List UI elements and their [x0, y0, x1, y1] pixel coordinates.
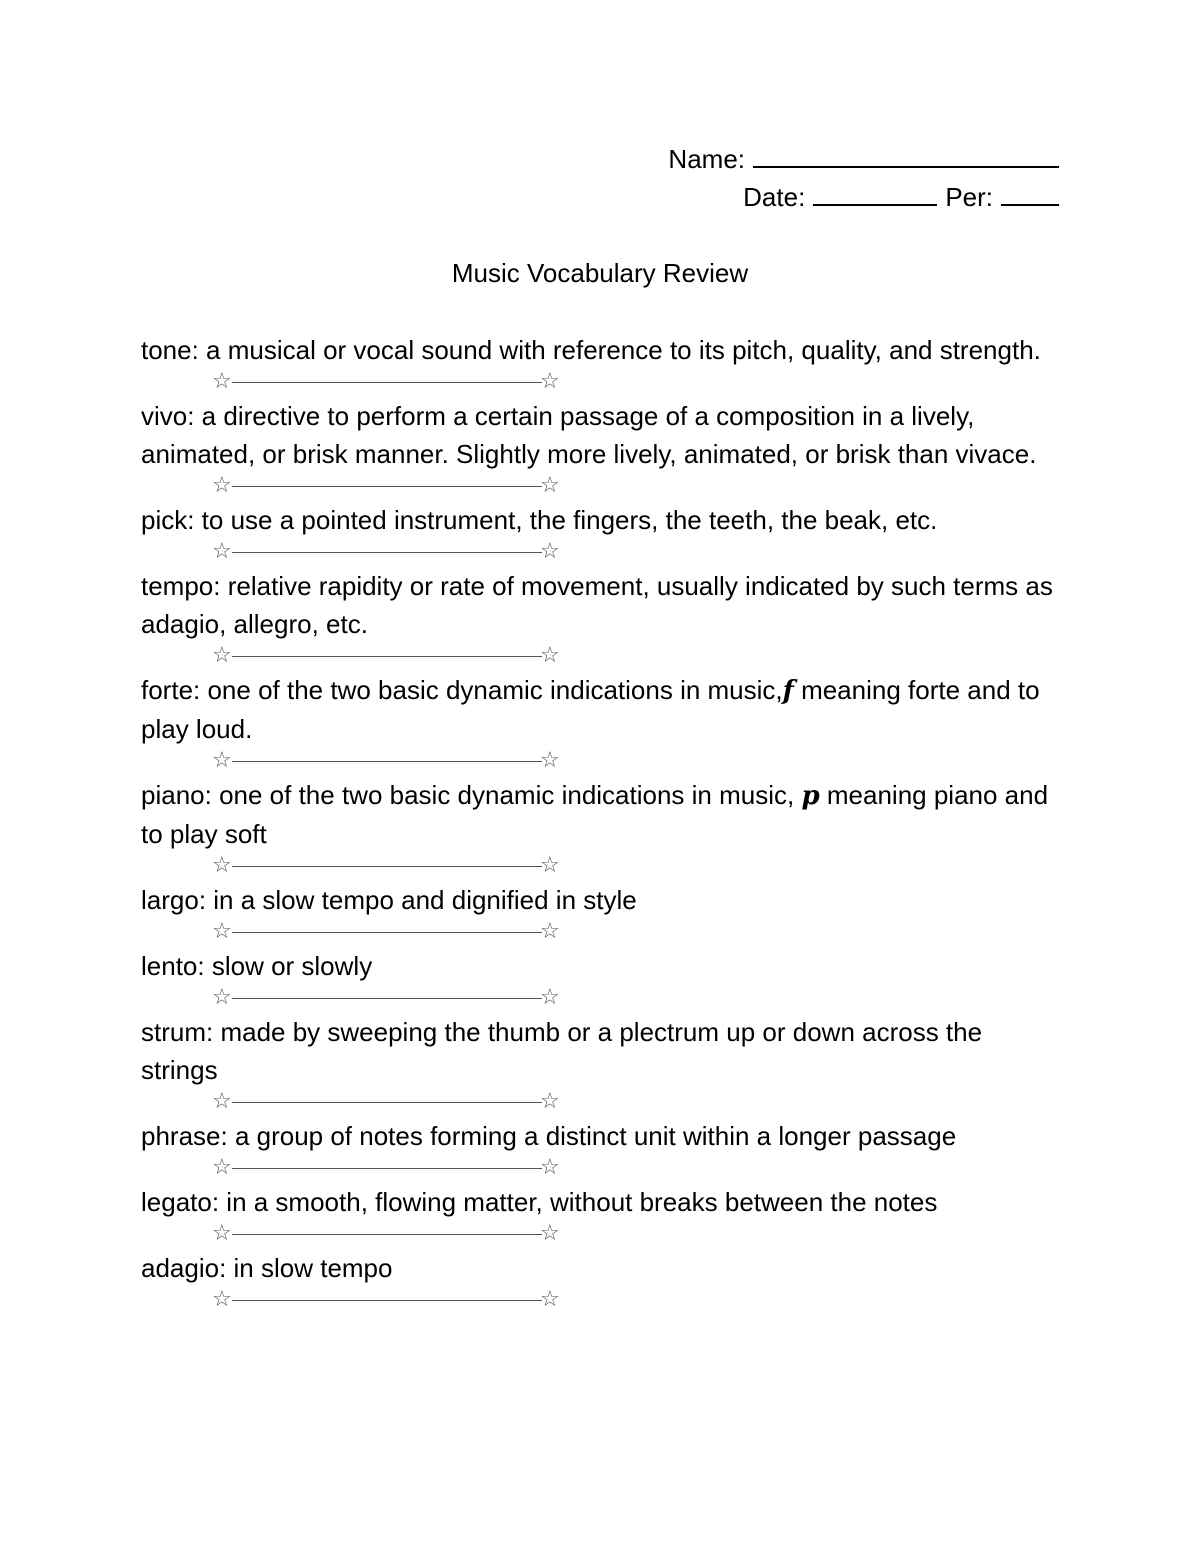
vocabulary-entry-strum [141, 1013, 1059, 1117]
star-icon: ☆ [540, 369, 560, 394]
star-icon: ☆ [212, 919, 232, 944]
star-icon: ☆ [212, 985, 232, 1010]
definition-text-end: meaning piano and to play soft [141, 780, 1049, 849]
divider-rule [232, 1102, 542, 1103]
star-divider [212, 748, 562, 776]
star-icon: ☆ [212, 853, 232, 878]
vocabulary-entry-tone [141, 331, 1059, 397]
name-label: Name: [668, 144, 745, 174]
vocabulary-entry-tempo [141, 567, 1059, 671]
star-divider [212, 1287, 562, 1315]
star-icon: ☆ [540, 539, 560, 564]
star-icon: ☆ [212, 539, 232, 564]
star-divider [212, 369, 562, 397]
definition-text-start: forte: one of the two basic dynamic indications in music, [141, 675, 783, 705]
divider-rule [232, 1168, 542, 1169]
star-divider [212, 473, 562, 501]
definition-text: vivo: a directive to perform a certain passage of a composition in a lively, animated, or brisk manner. Slightly more lively, animated, or brisk than vivace. [141, 401, 1037, 469]
star-divider [212, 1221, 562, 1249]
vocabulary-entry-phrase [141, 1117, 1059, 1183]
star-divider [212, 1089, 562, 1117]
star-icon: ☆ [540, 1089, 560, 1114]
vocabulary-entry-lento [141, 947, 1059, 1013]
star-icon: ☆ [540, 643, 560, 668]
divider-rule [232, 382, 542, 383]
divider-rule [232, 761, 542, 762]
date-blank [813, 180, 937, 206]
divider-rule [232, 486, 542, 487]
star-divider [212, 643, 562, 671]
piano-symbol: p [801, 781, 820, 811]
star-icon: ☆ [212, 643, 232, 668]
star-icon: ☆ [540, 1221, 560, 1246]
star-icon: ☆ [540, 748, 560, 773]
forte-symbol: f [782, 676, 794, 706]
vocabulary-entry-largo [141, 881, 1059, 947]
star-icon: ☆ [540, 919, 560, 944]
definition-text [141, 776, 1059, 853]
vocabulary-list [141, 331, 1059, 1315]
name-line [539, 140, 1059, 178]
definition-text: adagio: in slow tempo [141, 1253, 393, 1283]
date-per-line [539, 178, 1059, 216]
star-icon: ☆ [540, 985, 560, 1010]
star-divider [212, 1155, 562, 1183]
definition-text: tone: a musical or vocal sound with reference to its pitch, quality, and strength. [141, 335, 1041, 365]
star-icon: ☆ [212, 369, 232, 394]
student-info-header [539, 140, 1059, 216]
star-icon: ☆ [212, 1221, 232, 1246]
divider-rule [232, 656, 542, 657]
star-icon: ☆ [212, 1287, 232, 1312]
divider-rule [232, 866, 542, 867]
star-divider [212, 919, 562, 947]
vocabulary-entry-piano [141, 776, 1059, 881]
divider-rule [232, 932, 542, 933]
divider-rule [232, 998, 542, 999]
definition-text [141, 671, 1059, 748]
definition-text-start: piano: one of the two basic dynamic indications in music, [141, 780, 802, 810]
vocabulary-entry-legato [141, 1183, 1059, 1249]
vocabulary-entry-vivo [141, 397, 1059, 501]
star-divider [212, 539, 562, 567]
star-icon: ☆ [540, 853, 560, 878]
divider-rule [232, 1300, 542, 1301]
per-blank [1001, 180, 1059, 206]
definition-text: lento: slow or slowly [141, 951, 373, 981]
definition-text: legato: in a smooth, flowing matter, without breaks between the notes [141, 1187, 938, 1217]
definition-text: pick: to use a pointed instrument, the fingers, the teeth, the beak, etc. [141, 505, 938, 535]
definition-text-end: meaning forte and to play loud. [141, 675, 1040, 744]
definition-text: tempo: relative rapidity or rate of movement, usually indicated by such terms as adagio, allegro, etc. [141, 571, 1053, 639]
star-icon: ☆ [540, 1155, 560, 1180]
star-icon: ☆ [540, 473, 560, 498]
page-title: Music Vocabulary Review [451, 258, 749, 288]
star-divider [212, 853, 562, 881]
star-divider [212, 985, 562, 1013]
vocabulary-entry-pick [141, 501, 1059, 567]
vocabulary-entry-forte [141, 671, 1059, 776]
definition-text: strum: made by sweeping the thumb or a plectrum up or down across the strings [141, 1017, 983, 1085]
name-blank [753, 142, 1059, 168]
divider-rule [232, 1234, 542, 1235]
date-label: Date: [743, 182, 806, 212]
star-icon: ☆ [212, 1155, 232, 1180]
star-icon: ☆ [212, 1089, 232, 1114]
vocabulary-entry-adagio [141, 1249, 1059, 1315]
per-label: Per: [945, 182, 993, 212]
star-icon: ☆ [212, 748, 232, 773]
definition-text: largo: in a slow tempo and dignified in style [141, 885, 637, 915]
star-icon: ☆ [212, 473, 232, 498]
star-icon: ☆ [540, 1287, 560, 1312]
definition-text: phrase: a group of notes forming a distinct unit within a longer passage [141, 1121, 957, 1151]
divider-rule [232, 552, 542, 553]
